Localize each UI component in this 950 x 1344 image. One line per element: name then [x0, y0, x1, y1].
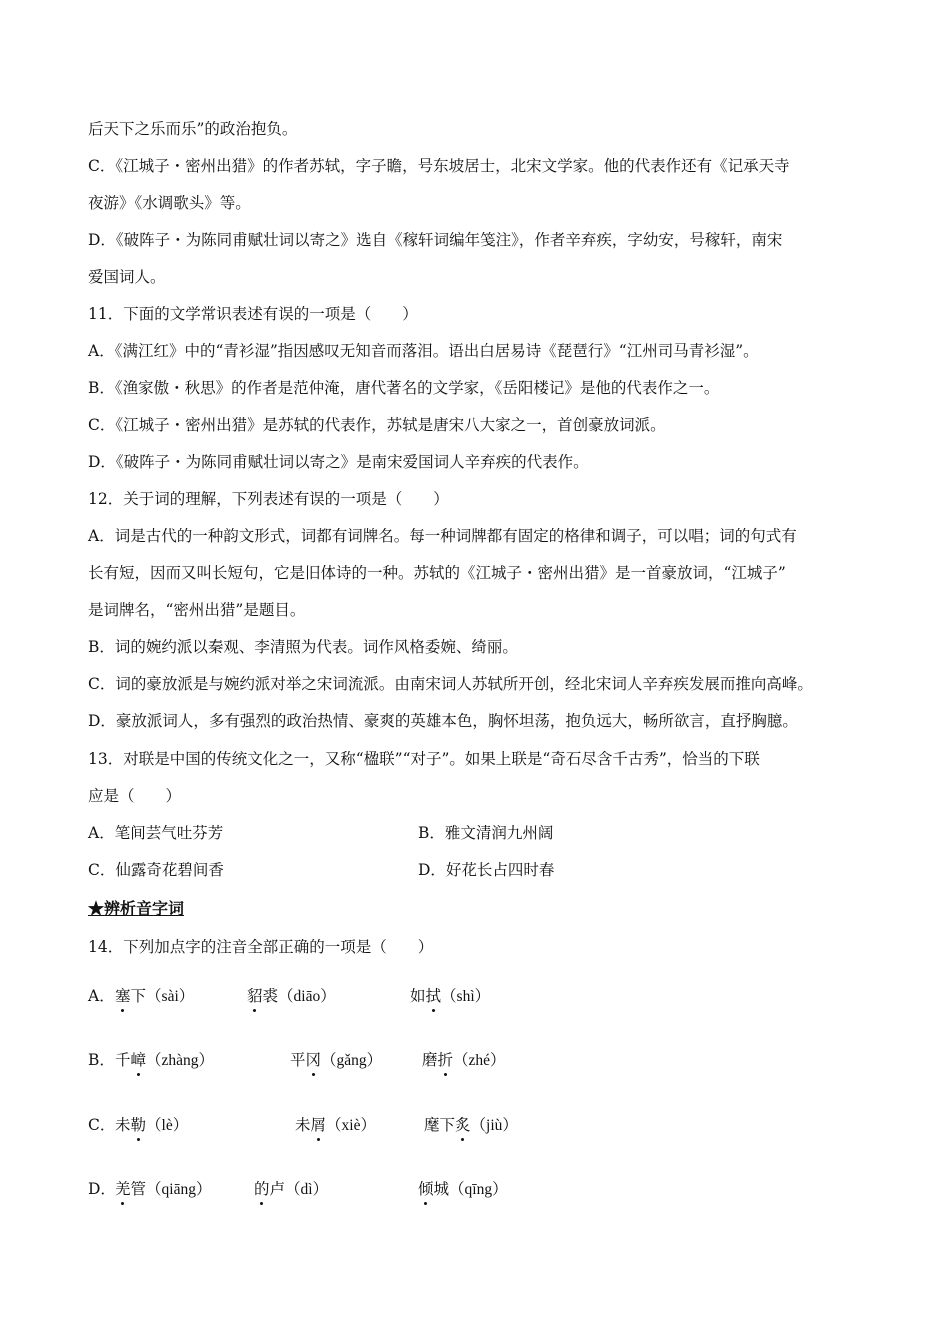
q14-option-c-word-2: [295, 1114, 376, 1137]
q14-option-b-word-3: [422, 1049, 506, 1072]
word-prefix: 未: [295, 1116, 311, 1134]
q12-option-d: D．豪放派词人，多有强烈的政治热情、豪爽的英雄本色，胸怀坦荡，抱负远大，畅所欲言，直抒胸臆。: [88, 712, 798, 730]
pinyin-annotation: （gǎng）: [321, 1052, 383, 1069]
dotted-character: 冈: [305, 1051, 322, 1069]
q14-stem: 14．下列加点字的注音全部正确的一项是（ ）: [88, 938, 434, 956]
q11-option-c: C．《江城子・密州出猎》是苏轼的代表作，苏轼是唐宋八大家之一，首创豪放词派。: [88, 416, 666, 434]
q14-option-a-word-3: [410, 985, 490, 1008]
pinyin-annotation: （zhé）: [453, 1052, 506, 1069]
word-prefix: 平: [290, 1051, 306, 1069]
q13-option-d: D．好花长占四时春: [418, 861, 555, 879]
q13-stem-line1: 13．对联是中国的传统文化之一，又称“楹联”“对子”。如果上联是“奇石尽含千古秀”，恰当的下联: [88, 750, 760, 768]
q11-option-b: B．《渔家傲・秋思》的作者是范仲淹，唐代著名的文学家，《岳阳楼记》是他的代表作之一。: [88, 379, 720, 397]
q12-option-b: B．词的婉约派以秦观、李清照为代表。词作风格委婉、绮丽。: [88, 638, 518, 656]
q12-option-a-line2: 长有短，因而又叫长短句，它是旧体诗的一种。苏轼的《江城子・密州出猎》是一首豪放词，“江城子”: [88, 564, 786, 582]
dotted-character: 塞: [115, 987, 131, 1005]
pinyin-annotation: （dì）: [285, 1181, 329, 1198]
q11-option-d: D．《破阵子・为陈同甫赋壮词以寄之》是南宋爱国词人辛弃疾的代表作。: [88, 453, 589, 471]
q12-stem: 12．关于词的理解，下列表述有误的一项是（ ）: [88, 490, 449, 508]
q11-stem: 11．下面的文学常识表述有误的一项是（ ）: [88, 305, 418, 323]
word-suffix: 城: [433, 1180, 450, 1198]
section-heading: ★辨析音字词: [88, 899, 185, 918]
dotted-character: 倾: [418, 1180, 434, 1198]
q14-option-b-word-1: [115, 1049, 214, 1072]
q10-option-c-line2: 夜游》《水调歌头》等。: [88, 194, 251, 212]
word-prefix: 磨: [422, 1051, 438, 1069]
dotted-character: 嶂: [130, 1051, 147, 1069]
pinyin-annotation: （sài）: [146, 988, 195, 1005]
q11-option-a: A．《满江红》中的“青衫湿”指因感叹无知音而落泪。语出白居易诗《琵琶行》“江州司马青衫湿”。: [88, 342, 759, 360]
q12-option-a-line3: 是词牌名，“密州出猎”是题目。: [88, 601, 306, 619]
dotted-character: 勒: [130, 1116, 147, 1134]
word-prefix: 麾下: [424, 1116, 456, 1134]
q14-option-a-label: A．: [88, 987, 115, 1005]
dotted-character: 的: [254, 1180, 270, 1198]
q12-option-a-line1: A．词是古代的一种韵文形式，词都有词牌名。每一种词牌都有固定的格律和调子，可以唱；词的句式有: [88, 527, 797, 545]
pinyin-annotation: （qīng）: [449, 1181, 508, 1198]
q14-option-c-label: C．: [88, 1116, 116, 1134]
q13-option-a: A．笔间芸气吐芬芳: [88, 824, 224, 842]
q14-option-a-word-2: [247, 985, 336, 1008]
pinyin-annotation: （xiè）: [326, 1117, 376, 1134]
q14-option-c-word-3: [424, 1114, 518, 1137]
word-prefix: 未: [115, 1116, 131, 1134]
q10-option-d-line2: 爱国词人。: [88, 268, 166, 286]
word-prefix: 千: [115, 1051, 131, 1069]
q10-option-c-line1: C．《江城子・密州出猎》的作者苏轼，字子瞻，号东坡居士，北宋文学家。他的代表作还有《记承天寺: [88, 157, 790, 175]
q14-option-d-word-1: [115, 1178, 211, 1201]
pinyin-annotation: （zhàng）: [146, 1052, 215, 1069]
word-suffix: 裘: [262, 987, 279, 1005]
q14-option-b-label: B．: [88, 1051, 115, 1069]
pinyin-annotation: （lè）: [146, 1117, 189, 1134]
q14-option-d-word-3: [418, 1178, 508, 1201]
word-prefix: 如: [410, 987, 426, 1005]
pinyin-annotation: （diāo）: [278, 988, 336, 1005]
q13-stem-line2: 应是（ ）: [88, 787, 182, 805]
q14-option-d-label: D．: [88, 1180, 116, 1198]
word-suffix: 管: [130, 1180, 147, 1198]
q10-option-d-line1: D．《破阵子・为陈同甫赋壮词以寄之》选自《稼轩词编年笺注》，作者辛弃疾，字幼安，号稼轩，南宋: [88, 231, 783, 249]
word-suffix: 下: [130, 987, 147, 1005]
q14-option-b-word-2: [290, 1049, 382, 1072]
q14-option-d-word-2: [254, 1178, 328, 1201]
dotted-character: 拭: [425, 987, 442, 1005]
dotted-character: 貂: [247, 987, 263, 1005]
word-suffix: 卢: [269, 1180, 286, 1198]
dotted-character: 屑: [310, 1116, 327, 1134]
q14-option-a-word-1: [115, 985, 194, 1008]
dotted-character: 炙: [455, 1116, 471, 1134]
pinyin-annotation: （jiù）: [470, 1117, 518, 1134]
q12-option-c: C．词的豪放派是与婉约派对举之宋词流派。由南宋词人苏轼所开创，经北宋词人辛弃疾发展而推向高峰。: [88, 675, 813, 693]
dotted-character: 折: [437, 1051, 454, 1069]
q13-option-c: C．仙露奇花碧间香: [88, 861, 224, 879]
dotted-character: 羌: [115, 1180, 131, 1198]
q10-continuation-text: 后天下之乐而乐”的政治抱负。: [88, 120, 298, 138]
q13-option-b: B．雅文清润九州阔: [418, 824, 554, 842]
pinyin-annotation: （shì）: [441, 988, 491, 1005]
q14-option-c-word-1: [115, 1114, 188, 1137]
pinyin-annotation: （qiāng）: [146, 1181, 212, 1198]
